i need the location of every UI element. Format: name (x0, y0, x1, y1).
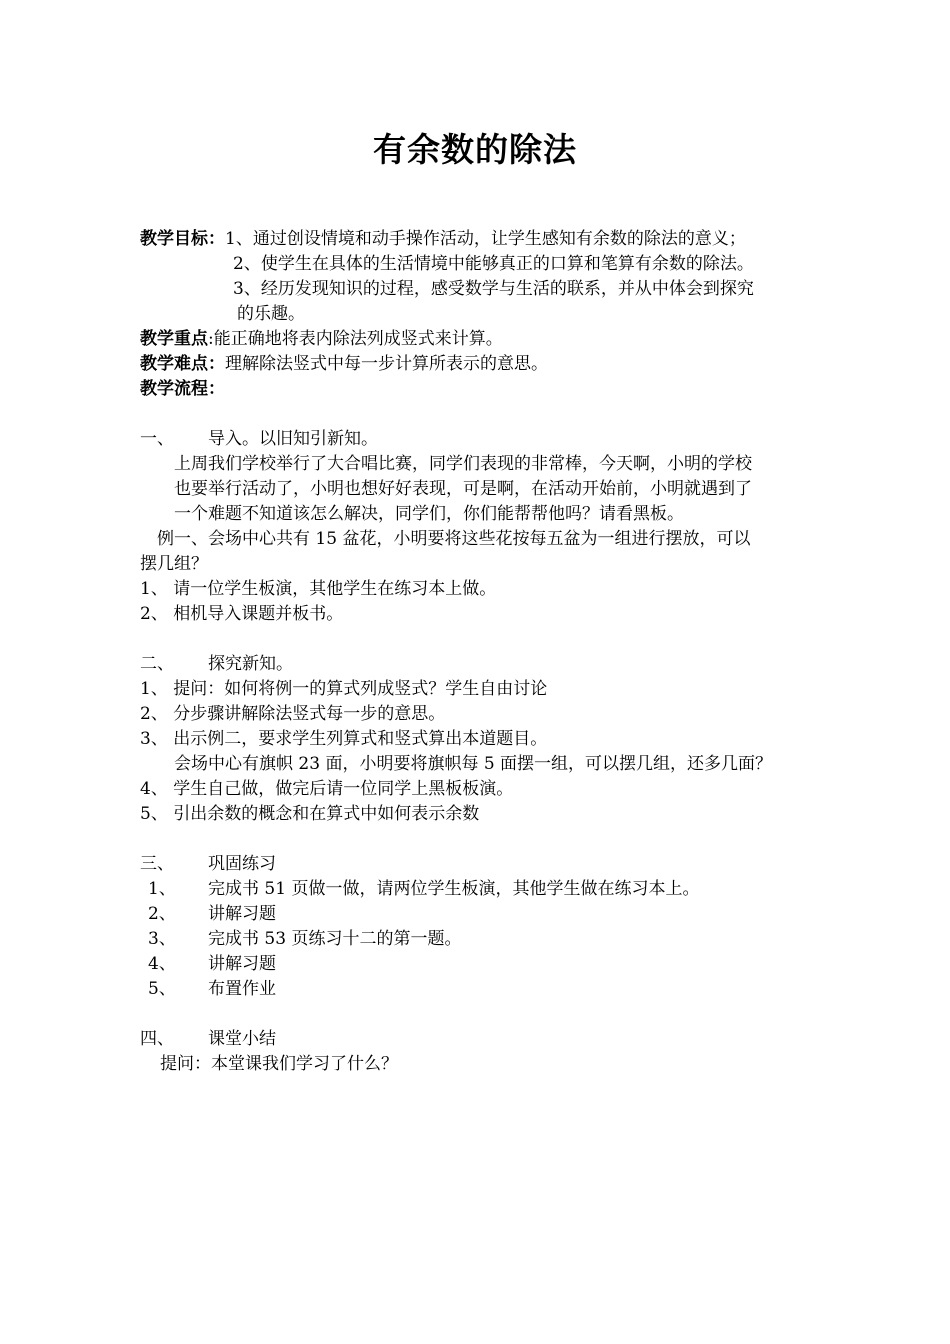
practice-item-text: 讲解习题 (208, 954, 276, 974)
objectives-line-1 (140, 227, 746, 251)
section2-step: 2、 分步骤讲解除法竖式每一步的意思。 (140, 704, 446, 724)
process-label: 教学流程： (140, 379, 225, 399)
objective-item: 3、经历发现知识的过程，感受数学与生活的联系，并从中体会到探究 (233, 279, 754, 299)
section2-step: 5、 引出余数的概念和在算式中如何表示余数 (140, 804, 480, 824)
section2-step: 4、 学生自己做，做完后请一位同学上黑板板演。 (140, 779, 514, 799)
practice-item-text: 讲解习题 (208, 904, 276, 924)
example2-line: 会场中心有旗帜 23 面，小明要将旗帜每 5 面摆一组，可以摆几组，还多几面？ (174, 754, 773, 774)
section1-paragraph-line: 也要举行活动了，小明也想好好表现，可是啊，在活动开始前，小明就遇到了 (174, 479, 752, 499)
example1-line: 例一、会场中心共有 15 盆花，小明要将这些花按每五盆为一组进行摆放，可以 (157, 529, 751, 549)
difficulty-label: 教学难点： (140, 354, 225, 374)
practice-item-text: 完成书 53 页练习十二的第一题。 (208, 929, 462, 949)
summary-question: 提问：本堂课我们学习了什么？ (160, 1054, 398, 1074)
section1-step: 1、 请一位学生板演，其他学生在练习本上做。 (140, 579, 497, 599)
practice-item-number: 5、 (148, 979, 176, 999)
practice-item-number: 4、 (148, 954, 176, 974)
document-title: 有余数的除法 (373, 130, 577, 169)
difficulty-line (140, 352, 548, 376)
section1-paragraph-line: 上周我们学校举行了大合唱比赛，同学们表现的非常棒，今天啊，小明的学校 (174, 454, 752, 474)
section1-paragraph-line: 一个难题不知道该怎么解决，同学们，你们能帮帮他吗？请看黑板。 (174, 504, 684, 524)
key-point-label: 教学重点 (140, 329, 208, 349)
section4-title: 课堂小结 (208, 1029, 276, 1049)
section1-title: 导入。以旧知引新知。 (208, 429, 378, 449)
section3-number: 三、 (140, 854, 174, 874)
section2-step: 3、 出示例二，要求学生列算式和竖式算出本道题目。 (140, 729, 548, 749)
objective-item: 2、使学生在具体的生活情境中能够真正的口算和笔算有余数的除法。 (233, 254, 754, 274)
practice-item-number: 2、 (148, 904, 176, 924)
section3-title: 巩固练习 (208, 854, 276, 874)
objective-item: 的乐趣。 (237, 304, 305, 324)
section1-step: 2、 相机导入课题并板书。 (140, 604, 344, 624)
key-point-text: :能正确地将表内除法列成竖式来计算。 (208, 329, 503, 349)
objectives-label: 教学目标： (140, 229, 225, 249)
section2-step: 1、 提问：如何将例一的算式列成竖式？学生自由讨论 (140, 679, 548, 699)
practice-item-number: 1、 (148, 879, 176, 899)
section1-number: 一、 (140, 429, 174, 449)
section4-number: 四、 (140, 1029, 174, 1049)
example1-line: 摆几组？ (140, 554, 208, 574)
section2-number: 二、 (140, 654, 174, 674)
key-point-line (140, 327, 503, 351)
section2-title: 探究新知。 (208, 654, 293, 674)
practice-item-number: 3、 (148, 929, 176, 949)
practice-item-text: 布置作业 (208, 979, 276, 999)
practice-item-text: 完成书 51 页做一做，请两位学生板演，其他学生做在练习本上。 (208, 879, 700, 899)
objective-item: 1、通过创设情境和动手操作活动，让学生感知有余数的除法的意义； (225, 229, 746, 249)
difficulty-text: 理解除法竖式中每一步计算所表示的意思。 (225, 354, 548, 374)
